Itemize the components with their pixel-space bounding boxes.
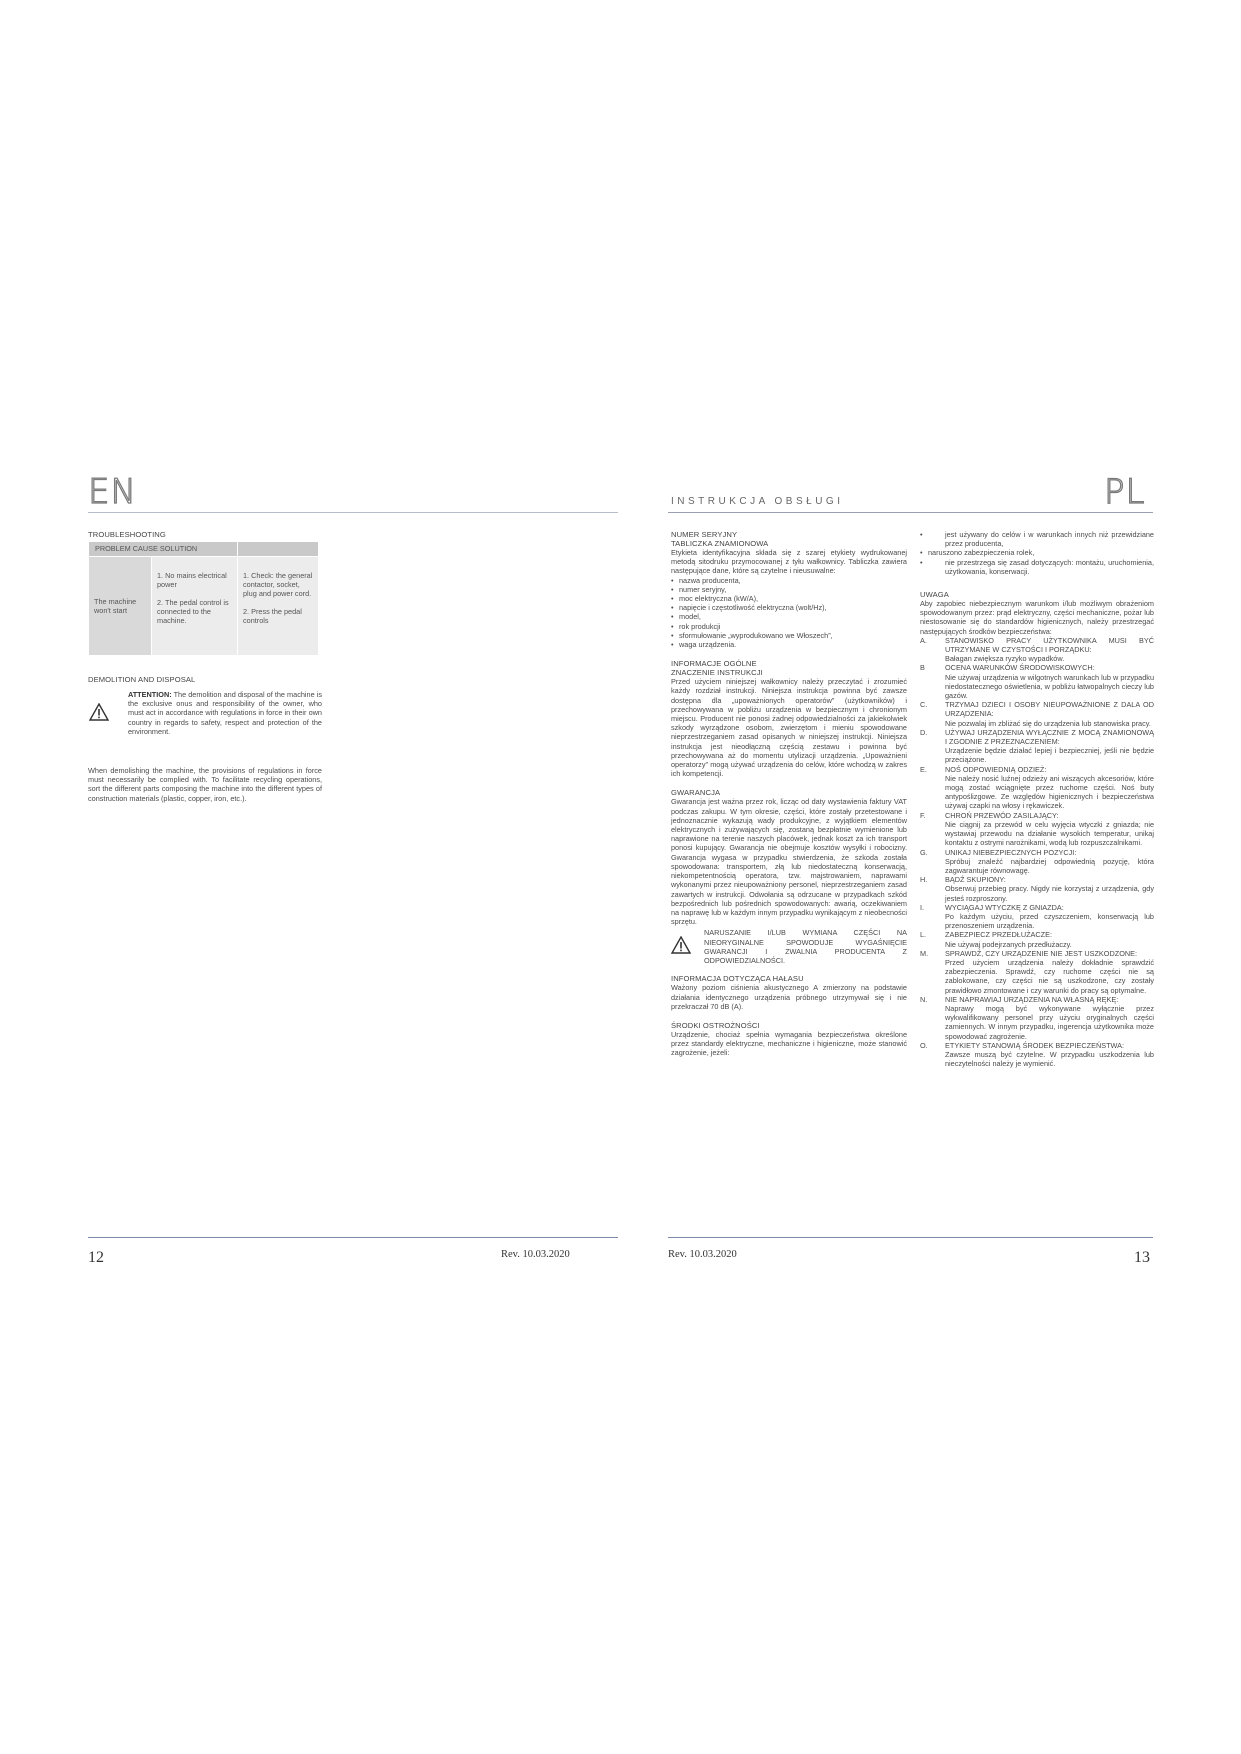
safety-measures-list <box>920 636 1154 1069</box>
solution-cell <box>238 557 319 656</box>
list-item <box>920 663 1154 700</box>
warranty-title: GWARANCJA <box>671 788 721 798</box>
list-item <box>920 765 1154 811</box>
list-item <box>920 875 1154 903</box>
list-key: H. <box>920 875 928 885</box>
revision-right: Rev. 10.03.2020 <box>668 1249 737 1260</box>
noise-title: INFORMACJA DOTYCZĄCA HAŁASU <box>671 974 804 984</box>
uwaga-title: UWAGA <box>920 590 949 600</box>
header-rule-left <box>88 512 618 513</box>
warning-triangle-icon <box>671 936 691 954</box>
list-item-text: Nie należy nosić luźnej odzieży ani wiszących akcesoriów, które mogą zostać wciągnięte przez ruchome części. Noś buty antypoślizgowe. Ze względów higienicznych i bezpieczeństwa używaj czapki na włosy i rękawiczek. <box>945 773 1154 811</box>
list-item <box>920 700 1154 728</box>
list-item <box>920 848 1154 876</box>
list-item <box>920 728 1154 765</box>
list-item-title: WYCIĄGAJ WTYCZKĘ Z GNIAZDA: <box>945 902 1064 912</box>
attention-text: The demolition and disposal of the machine is the exclusive onus and responsibility of the owner, who must act in accordance with regulations in force in their own country in regards to safety, respect and protection of the environment. <box>128 690 322 736</box>
list-item-title: NOŚ ODPOWIEDNIĄ ODZIEŻ: <box>945 764 1047 774</box>
list-key: A. <box>920 635 927 645</box>
list-item: • model, <box>671 612 907 621</box>
right-column-2 <box>920 530 1154 1068</box>
list-item <box>920 811 1154 848</box>
list-item: • rok produkcji <box>671 622 907 631</box>
list-item: • naruszono zabezpieczenia rolek, <box>920 548 1154 557</box>
list-key: B <box>920 663 925 673</box>
list-item: • napięcie i częstotliwość elektryczna (wolt/Hz), <box>671 603 907 612</box>
attention-block <box>128 690 322 736</box>
list-key: O. <box>920 1040 928 1050</box>
list-item-title: ZABEZPIECZ PRZEDŁUŻACZE: <box>945 930 1053 940</box>
list-item-title: STANOWISKO PRACY UŻYTKOWNIKA MUSI BYĆ UTRZYMANE W CZYSTOŚCI I PORZĄDKU: <box>945 635 1154 655</box>
troubleshooting-title: TROUBLESHOOTING <box>88 530 166 539</box>
list-item: • numer seryjny, <box>671 585 907 594</box>
list-key: M. <box>920 948 929 958</box>
warning-triangle-icon <box>89 703 109 721</box>
list-item-text: Nie pozwalaj im zbliżać się do urządzenia lub stanowiska pracy. <box>945 718 1151 728</box>
list-item-text: Nie używaj podejrzanych przedłużaczy. <box>945 939 1072 949</box>
footer-rule-left <box>88 1237 618 1238</box>
list-item <box>920 1041 1154 1069</box>
language-code-en: EN <box>88 472 137 512</box>
list-item-title: UNIKAJ NIEBEZPIECZNYCH POZYCJI: <box>945 847 1077 857</box>
hazard-conditions-list <box>920 530 1154 576</box>
nameplate-title: TABLICZKA ZNAMIONOWA <box>671 539 769 548</box>
demolition-title: DEMOLITION AND DISPOSAL <box>88 675 196 684</box>
list-item-title: BĄDŹ SKUPIONY: <box>945 875 1006 885</box>
table-header-cell-empty <box>238 542 319 557</box>
revision-left: Rev. 10.03.2020 <box>501 1249 570 1260</box>
page-number-right: 13 <box>1134 1249 1150 1266</box>
noise-body: Ważony poziom ciśnienia akustycznego A zmierzony na podstawie działania identycznego urządzenia próbnego utrzymywał się i nie przekraczał 70 dB (A). <box>671 983 907 1011</box>
demolition-body: When demolishing the machine, the provisions of regulations in force must necessarily be complied with. To facilitate recycling operations, sort the different parts composing the machine into the different types of construction materials (plastic, copper, iron, etc.). <box>88 766 322 803</box>
cause-cell <box>152 557 238 656</box>
list-key: L. <box>920 930 927 940</box>
list-item-text: Nie ciągnij za przewód w celu wyjęcia wtyczki z gniazda; nie wystawiaj przewodu na działanie wysokich temperatur, unikaj kontaktu z ostrymi narożnikami, wodą lub rozpuszczalnikami. <box>945 819 1154 848</box>
solution-1: 1. Check: the general contactor, socket, plug and power cord. <box>243 571 313 598</box>
problem-cell: The machine won't start <box>89 557 152 656</box>
uwaga-body: Aby zapobiec niebezpiecznym warunkom i/lub możliwym obrażeniom spowodowanym przez: prąd elektryczny, części mechaniczne, pożar lub niestosowanie się do standardów higienicznych, należy przestrzegać następujących środków bezpieczeństwa: <box>920 599 1154 636</box>
right-column-1 <box>671 530 907 1058</box>
attention-label: ATTENTION: <box>128 690 172 699</box>
list-item: • nie przestrzega się zasad dotyczących: montażu, uruchomienia, użytkowania, konserwacji. <box>920 558 1154 576</box>
footer-rule-right <box>668 1237 1153 1238</box>
list-key: F. <box>920 810 926 820</box>
page-number-left: 12 <box>88 1249 104 1266</box>
troubleshooting-table <box>88 541 319 656</box>
general-info-title: INFORMACJE OGÓLNE <box>671 659 757 669</box>
list-item <box>920 903 1154 931</box>
list-item-text: Urządzenie będzie działać lepiej i bezpieczniej, jeśli nie będzie przeciążone. <box>945 746 1154 765</box>
list-item-title: UŻYWAJ URZĄDZENIA WYŁĄCZNIE Z MOCĄ ZNAMIONOWĄ I ZGODNIE Z PRZEZNACZENIEM: <box>945 727 1154 747</box>
list-item-text: Naprawy mogą być wykonywane wyłącznie przez wykwalifikowany personel przy użyciu oryginalnych części zamiennych. W innym przypadku, ingerencja użytkownika może spowodować zagrożenie. <box>945 1003 1154 1041</box>
solution-2: 2. Press the pedal controls <box>243 607 302 625</box>
list-item <box>920 995 1154 1041</box>
list-item: • nazwa producenta, <box>671 576 907 585</box>
list-key: G. <box>920 847 928 857</box>
list-key: C. <box>920 700 928 710</box>
list-item-title: TRZYMAJ DZIECI I OSOBY NIEUPOWAŻNIONE Z DALA OD URZĄDZENIA: <box>945 700 1154 719</box>
nameplate-list <box>671 576 907 650</box>
table-header-cell: PROBLEM CAUSE SOLUTION <box>89 542 238 557</box>
cause-2: 2. The pedal control is connected to the machine. <box>157 598 229 625</box>
list-key: I. <box>920 902 925 912</box>
list-item-text: Nie używaj urządzenia w wilgotnych warunkach lub w przypadku niedostatecznego oświetlenia, w pobliżu łatwopalnych cieczy lub gazów. <box>945 672 1154 701</box>
list-item-title: CHROŃ PRZEWÓD ZASILAJĄCY: <box>945 810 1059 820</box>
language-code-pl: PL <box>1104 472 1146 512</box>
list-item <box>920 930 1154 948</box>
list-item-text: Przed użyciem urządzenia należy dokładnie sprawdzić zabezpieczenia. Sprawdź, czy ruchome części nie są zablokowane, czy części nie są uszkodzone, czy zostały prawidłowo zmontowane i czy warunki do pracy są optymalne. <box>945 957 1154 995</box>
list-item-text: Po każdym użyciu, przed czyszczeniem, konserwacją lub przenoszeniem urządzenia. <box>945 911 1154 931</box>
list-key: E. <box>920 764 927 774</box>
list-item: • waga urządzenia. <box>671 640 907 649</box>
list-item-text: Obserwuj przebieg pracy. Nigdy nie korzystaj z urządzenia, gdy jesteś rozproszony. <box>945 884 1154 903</box>
list-item-text: Spróbuj znaleźć najbardziej odpowiednią pozycję, która zagwarantuje równowagę. <box>945 856 1154 875</box>
serial-title: NUMER SERYJNY <box>671 530 738 539</box>
manual-meaning-title: ZNACZENIE INSTRUKCJI <box>671 668 763 678</box>
manual-title: INSTRUKCJA OBSŁUGI <box>671 496 844 507</box>
cause-1: 1. No mains electrical power <box>157 571 227 589</box>
precautions-body: Urządzenie, chociaż spełnia wymagania bezpieczeństwa określone przez standardy elektryczne, mechaniczne i higieniczne, może stanowić zagrożenie, jeżeli: <box>671 1029 907 1058</box>
list-key: N. <box>920 994 928 1004</box>
list-item-title: NIE NAPRAWIAJ URZĄDZENIA NA WŁASNĄ RĘKĘ: <box>945 994 1119 1004</box>
header-rule-right <box>668 512 1153 513</box>
list-item <box>920 636 1154 664</box>
warranty-body: Gwarancja jest ważna przez rok, licząc od daty wystawienia faktury VAT podczas zakupu. W tym okresie, części, które zostały przetestowane i jednoznacznie wykazują wady produkcyjne, z wyjątkiem elementów elektrycznych i zużywających się, zostaną bezpłatnie wymienione lub naprawione na terenie naszych placówek, jednak koszt za ich transport ponosi kupujący. Gwarancja nie obejmuje kosztów wysyłki i robocizny. Gwarancja wygasa w przypadku stwierdzenia, że szkoda została spowodowana: transportem, złą lub niedostateczną konserwacją, niekompetentnością operatora, tzw. majstrowaniem, naprawami wykonanymi przez nieupoważniony personel, nieprzestrzeganiem zasad zawartych w instrukcji. Odwołania są odrzucane w przypadkach szkód bezpośrednich lub pośrednich spowodowanych: awarią, oczekiwaniem na naprawę lub w każdym innym przypadku wynikającym z nieobecności sprzętu. <box>671 797 907 927</box>
general-info-body: Przed użyciem niniejszej wałkownicy należy przeczytać i zrozumieć każdy rozdział instrukcji. Niniejsza instrukcja powinna być zawsze dostępna dla „upoważnionych operatorów” (użytkowników) i przechowywana w pobliżu urządzenia w bezpiecznym i chronionym miejscu. Producent nie ponosi żadnej odpowiedzialności za jakiekolwiek szkody wyrządzone osobom, zwierzętom i mieniu spowodowane nieprzestrzeganiem zasad opisanych w niniejszej instrukcji. Niniejsza instrukcja jest nieodłączną częścią zestawu i powinna być przechowywana aż do momentu utylizacji urządzenia. „Upoważnieni operatorzy” mogą używać urządzenia do celów, które wchodzą w zakres ich kompetencji. <box>671 677 907 779</box>
list-item <box>920 949 1154 995</box>
list-item: • sformułowanie „wyprodukowano we Włoszech”, <box>671 631 907 640</box>
list-item-title: ETYKIETY STANOWIĄ ŚRODEK BEZPIECZEŃSTWA: <box>945 1040 1125 1050</box>
list-item: • jest używany do celów i w warunkach innych niż przewidziane przez producenta, <box>920 530 1154 548</box>
list-item-text: Bałagan zwiększa ryzyko wypadków. <box>945 654 1065 664</box>
list-item-title: SPRAWDŹ, CZY URZĄDZENIE NIE JEST USZKODZONE: <box>945 948 1138 958</box>
list-item: • moc elektryczna (kW/A), <box>671 594 907 603</box>
precautions-title: ŚRODKI OSTROŻNOŚCI <box>671 1020 760 1030</box>
list-item-text: Zawsze muszą być czytelne. W przypadku uszkodzenia lub nieczytelności należy je wymienić. <box>945 1049 1154 1069</box>
list-item-title: OCENA WARUNKÓW ŚRODOWISKOWYCH: <box>945 663 1095 673</box>
warranty-warning: NARUSZANIE I/LUB WYMIANA CZĘŚCI NA NIEORYGINALNE SPOWODUJE WYGAŚNIĘCIE GWARANCJI I ZWALNIA PRODUCENTA Z ODPOWIEDZIALNOŚCI. <box>704 928 907 965</box>
serial-intro: Etykieta identyfikacyjna składa się z szarej etykiety wydrukowanej metodą sitodruku przymocowanej z tyłu wałkownicy. Tabliczka zawiera następujące dane, które są czytelne i nieusuwalne: <box>671 548 907 576</box>
list-key: D. <box>920 727 928 737</box>
